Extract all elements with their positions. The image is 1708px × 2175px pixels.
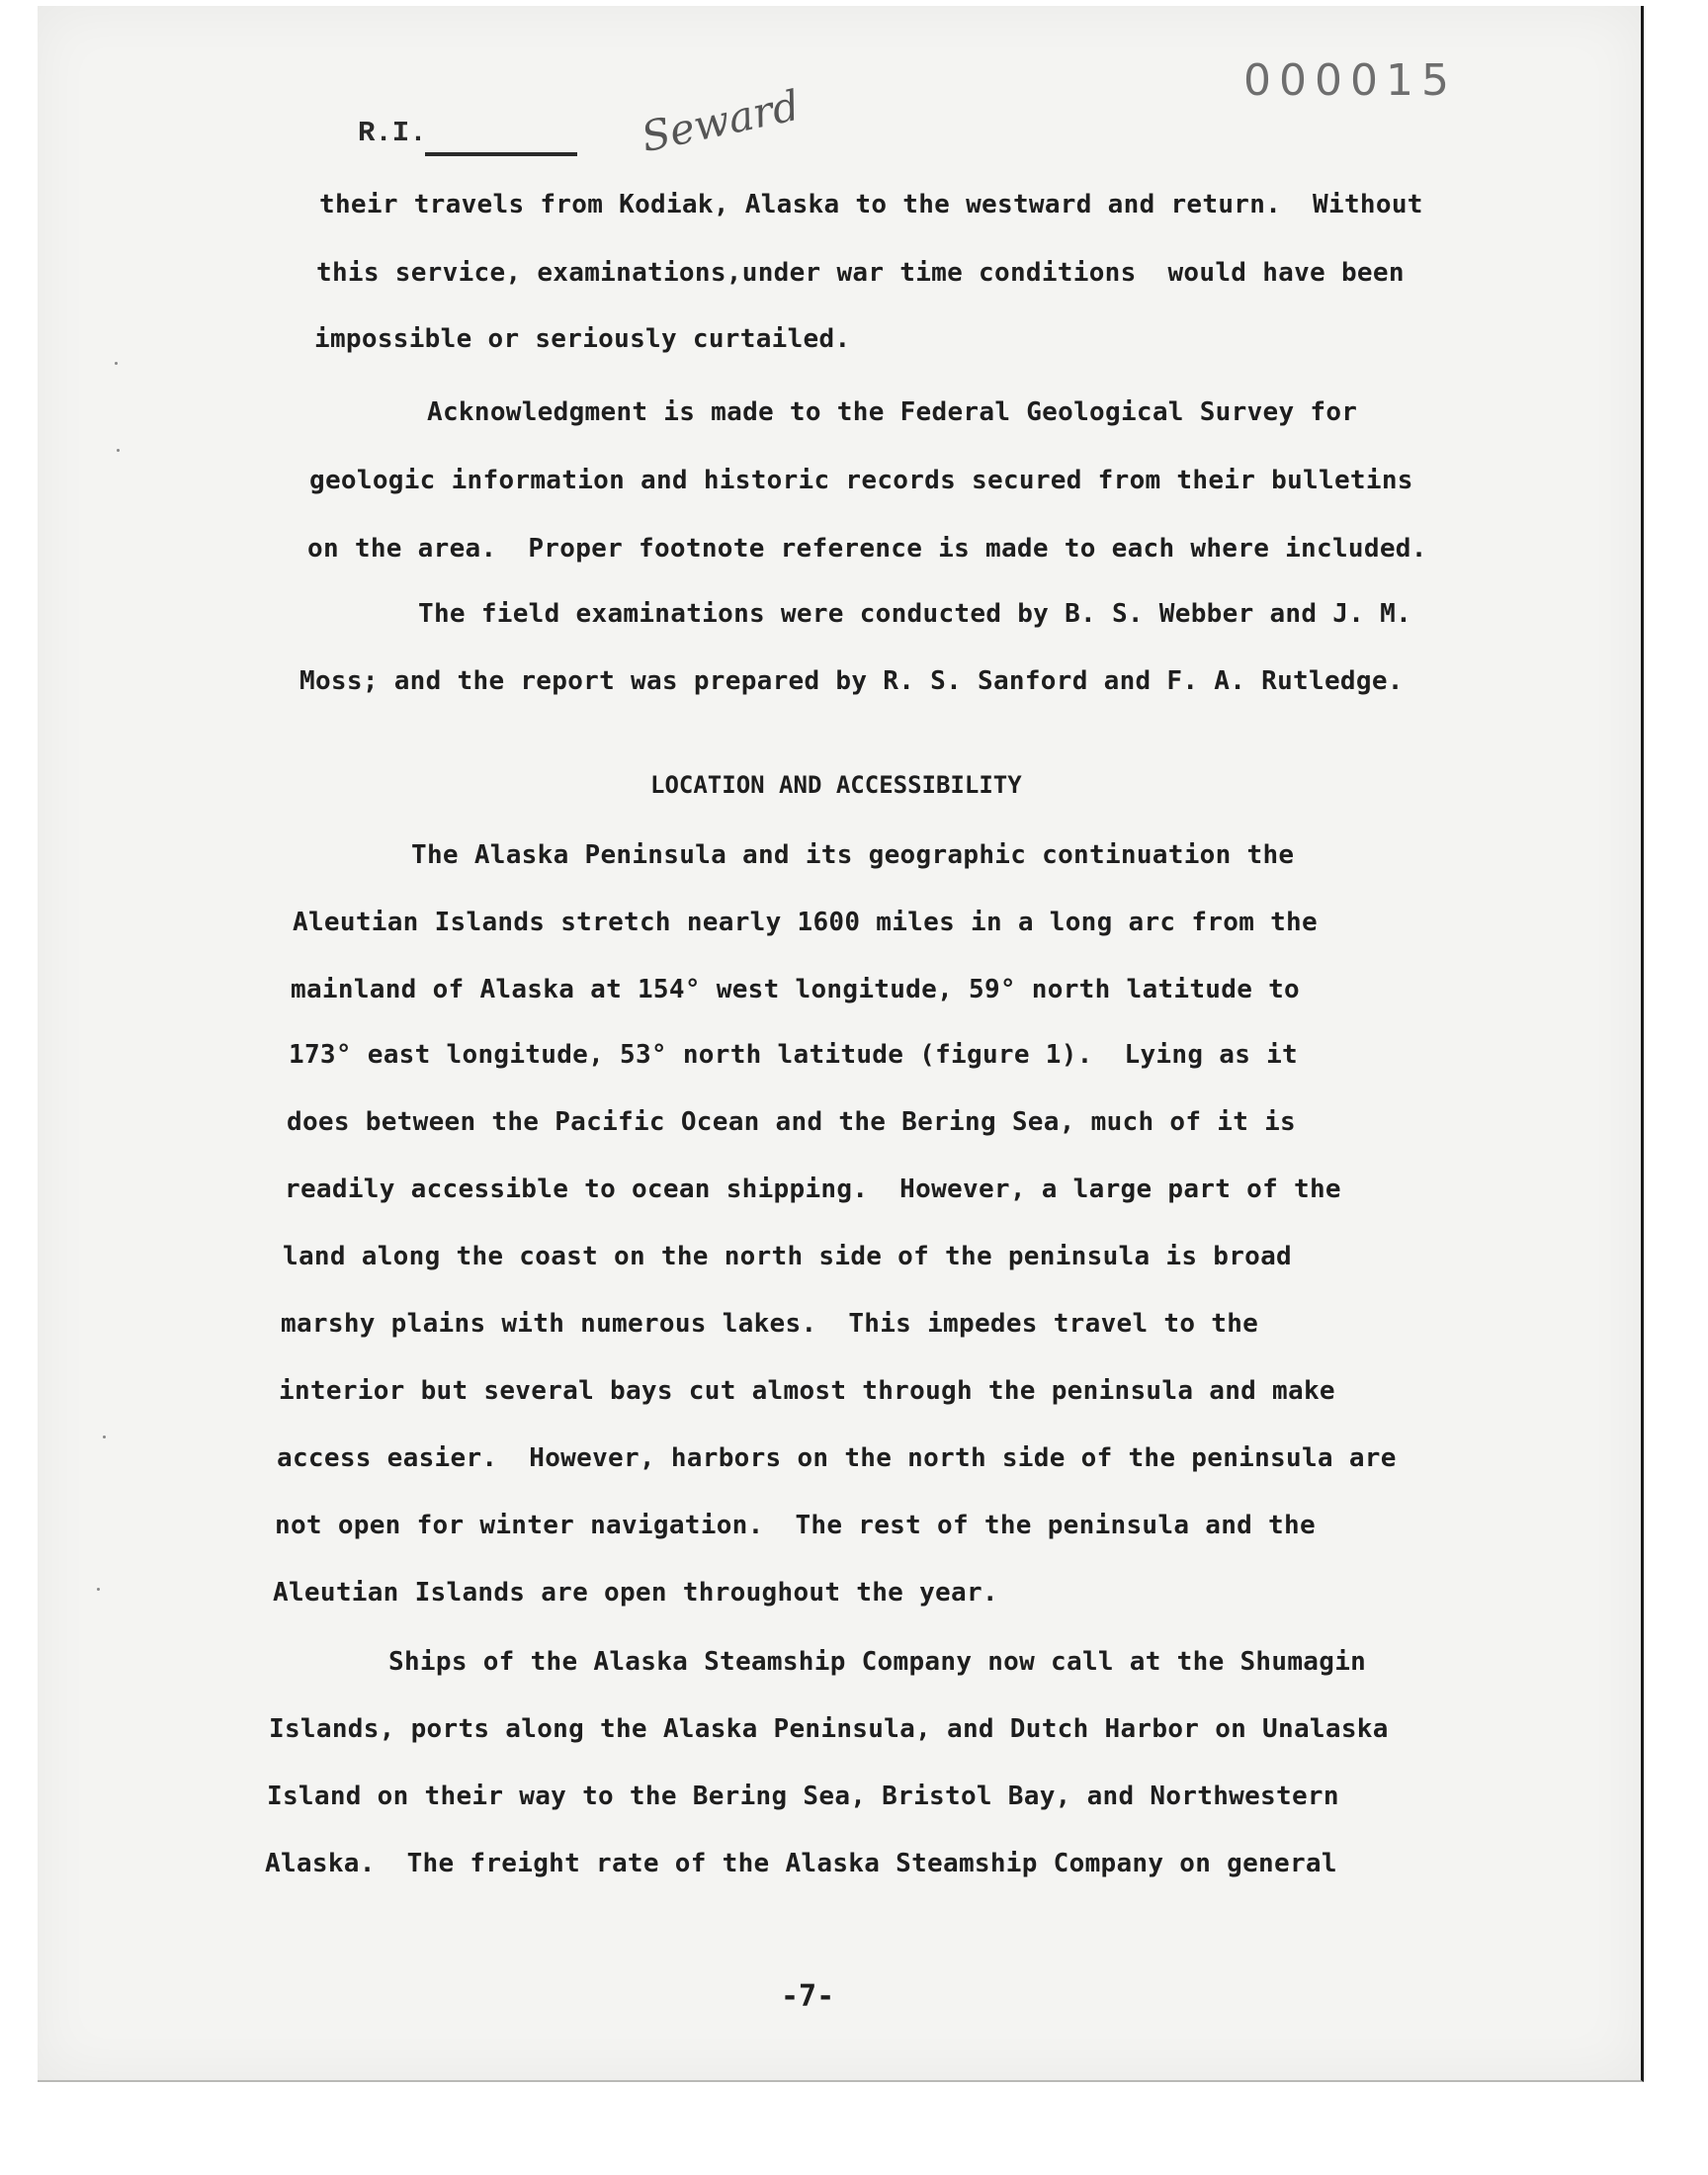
text-line: geologic information and historic records secured from their bulletins: [309, 466, 1413, 495]
text-line: Island on their way to the Bering Sea, Bristol Bay, and Northwestern: [267, 1782, 1339, 1811]
scan-speck: [97, 1588, 100, 1591]
section-heading: LOCATION AND ACCESSIBILITY: [650, 771, 1022, 799]
text-line: land along the coast on the north side of the peninsula is broad: [283, 1242, 1293, 1271]
text-line: mainland of Alaska at 154° west longitude, 59° north latitude to: [291, 975, 1301, 1004]
text-line: Islands, ports along the Alaska Peninsula, and Dutch Harbor on Unalaska: [269, 1714, 1389, 1744]
text-line: Acknowledgment is made to the Federal Geological Survey for: [427, 397, 1358, 427]
document-number: 000015: [1243, 55, 1457, 106]
text-line: not open for winter navigation. The rest of the peninsula and the: [275, 1511, 1316, 1540]
text-line: their travels from Kodiak, Alaska to the westward and return. Without: [319, 190, 1423, 219]
text-line: access easier. However, harbors on the north side of the peninsula are: [277, 1443, 1397, 1473]
text-line: Aleutian Islands stretch nearly 1600 miles in a long arc from the: [293, 908, 1318, 937]
text-line: Alaska. The freight rate of the Alaska Steamship Company on general: [265, 1849, 1337, 1878]
text-line: this service, examinations,under war time conditions would have been: [316, 258, 1405, 288]
ri-label: R.I.: [358, 117, 427, 149]
text-line: Ships of the Alaska Steamship Company now call at the Shumagin: [388, 1647, 1367, 1677]
text-line: Aleutian Islands are open throughout the year.: [273, 1578, 998, 1608]
text-line: does between the Pacific Ocean and the Bering Sea, much of it is: [287, 1107, 1297, 1137]
ri-blank-line: [425, 152, 577, 156]
text-line: The field examinations were conducted by B. S. Webber and J. M.: [418, 599, 1412, 629]
text-line: marshy plains with numerous lakes. This impedes travel to the: [281, 1309, 1259, 1339]
page-number: -7-: [781, 1979, 835, 2014]
text-line: 173° east longitude, 53° north latitude (figure 1). Lying as it: [289, 1040, 1299, 1070]
scan-speck: [103, 1436, 106, 1438]
scan-speck: [117, 449, 120, 452]
text-line: on the area. Proper footnote reference is made to each where included.: [307, 534, 1427, 564]
text-line: Moss; and the report was prepared by R. S. Sanford and F. A. Rutledge.: [299, 666, 1404, 696]
text-line: impossible or seriously curtailed.: [314, 324, 851, 354]
handwritten-note: Seward: [637, 80, 804, 162]
document-page: [38, 6, 1644, 2082]
text-line: readily accessible to ocean shipping. However, a large part of the: [285, 1174, 1341, 1204]
scan-speck: [115, 362, 118, 365]
text-line: interior but several bays cut almost through the peninsula and make: [279, 1376, 1335, 1406]
text-line: The Alaska Peninsula and its geographic continuation the: [411, 840, 1295, 870]
